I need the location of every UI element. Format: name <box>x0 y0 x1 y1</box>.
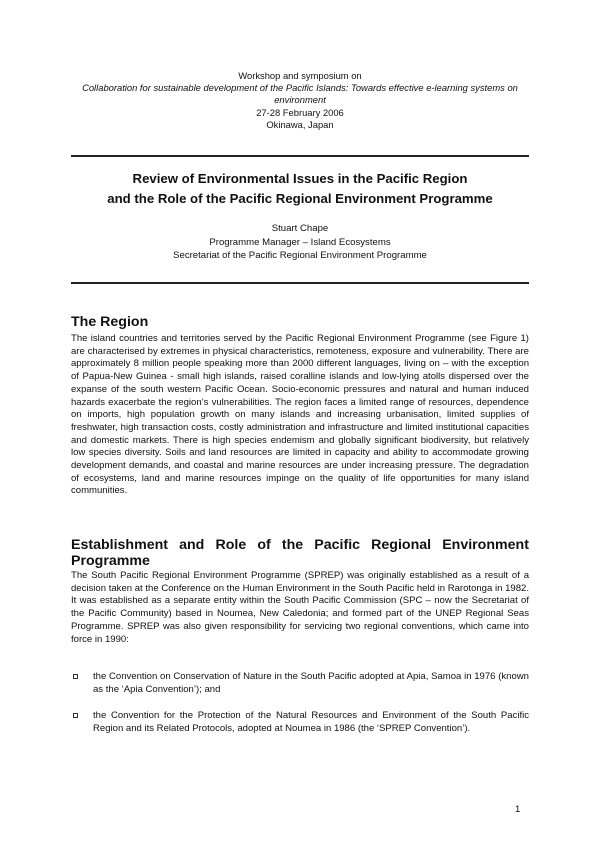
heading-word: and <box>179 537 205 553</box>
square-bullet-icon <box>73 674 78 679</box>
bottom-divider <box>71 282 529 284</box>
page-number: 1 <box>515 804 521 815</box>
heading-word: Regional <box>371 537 432 553</box>
heading-word: Establishment <box>71 537 168 553</box>
heading-line-1 <box>71 537 529 553</box>
list-item <box>71 710 529 735</box>
title-line-1: Review of Environmental Issues in the Pacific Region <box>132 171 468 186</box>
workshop-intro: Workshop and symposium on <box>238 70 362 81</box>
author-block <box>71 222 529 263</box>
workshop-header <box>71 70 529 131</box>
section-heading-region: The Region <box>71 314 149 330</box>
top-divider <box>71 155 529 157</box>
list-item-text: the Convention for the Protection of the Natural Resources and Environment of the South Pacific Region and its Related Protocols, adopted at Noumea in 1986 (the ‘SPREP Convention’). <box>93 710 529 734</box>
workshop-date: 27-28 February 2006 <box>256 106 344 118</box>
paper-title <box>60 169 540 209</box>
heading-word: Environment <box>442 537 529 553</box>
title-line-2: and the Role of the Pacific Regional Environment Programme <box>107 191 493 206</box>
workshop-title: Collaboration for sustainable development of the Pacific Islands: Towards effective e-learning systems on environment <box>82 82 518 106</box>
workshop-location: Okinawa, Japan <box>266 118 334 130</box>
heading-word: Pacific <box>314 537 361 553</box>
author-organization: Secretariat of the Pacific Regional Environment Programme <box>173 250 427 261</box>
list-item <box>71 671 529 696</box>
heading-word: of <box>257 537 271 553</box>
heading-word: the <box>281 537 304 553</box>
heading-word: Role <box>215 537 247 553</box>
section-body-region: The island countries and territories served by the Pacific Regional Environment Programme (see Figure 1) are characterised by extremes in physical characteristics, remoteness, exposure and vulnerability. There are approximately 8 million people speaking more than 2000 different languages, living on – with the exception of Papua-New Guinea - small high islands, raised coralline islands and low-lying atolls dispersed over the expanse of the south western Pacific Ocean. Socio-economic pressures and natural and human induced hazards exacerbate the region’s vulnerabilities. The region faces a limited range of resources, dependence on imports, high population growth on many islands and increasing urbanisation, limited supplies of freshwater, high transaction costs, costly administration and infrastructure and limited institutional capacities and domestic markets. There is high species endemism and globally significant biodiversity, but relatively low species diversity. Soils and land resources are limited in capacity and ability to accommodate growing development demands, and coastal and marine resources are under increasing pressure. The degradation of ecosystems, land and marine resources impinge on the quality of life opportunities for many island communities. <box>71 333 529 497</box>
section-heading-establishment <box>71 537 529 569</box>
list-item-text: the Convention on Conservation of Nature in the South Pacific adopted at Apia, Samoa in 1976 (known as the ‘Apia Convention’); and <box>93 671 529 695</box>
author-position: Programme Manager – Island Ecosystems <box>209 236 391 248</box>
author-name: Stuart Chape <box>271 223 329 234</box>
section-body-establishment: The South Pacific Regional Environment Programme (SPREP) was originally established as a result of a decision taken at the Conference on the Human Environment in the South Pacific held in Rarotonga in 1982. It was established as a separate entity within the South Pacific Commission (SPC – now the Secretariat of the Pacific Community) based in Noumea, New Caledonia; and formed part of the UNEP Regional Seas Programme. SPREP was also given responsibility for servicing two regional conventions, which came into force in 1990: <box>71 570 529 645</box>
heading-line-2: Programme <box>71 553 150 569</box>
square-bullet-icon <box>73 713 78 718</box>
